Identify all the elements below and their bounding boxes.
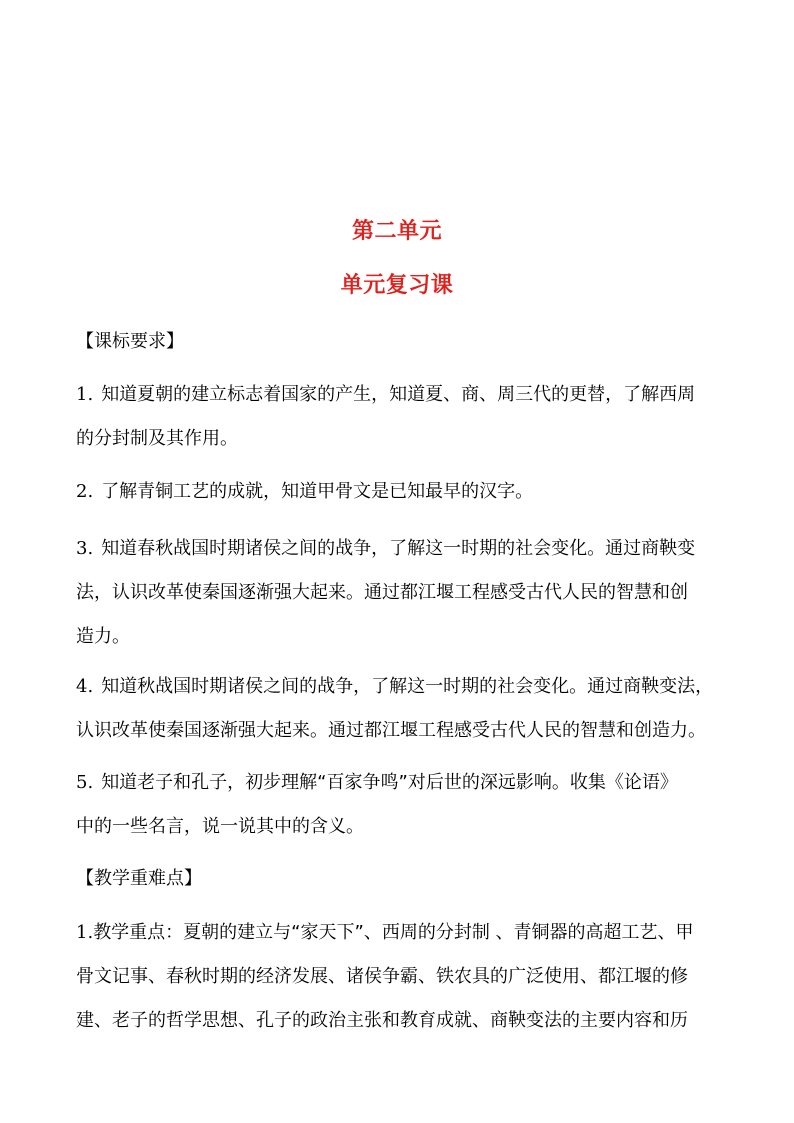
- standard-item-2-line-1: [76, 470, 726, 514]
- standard-item-5: [76, 761, 726, 849]
- key-point-item-1-line-3: 建、老子的哲学思想、孔子的政治主张和教育成就、商鞅变法的主要内容和历: [76, 1010, 688, 1031]
- unit-title: 第二单元: [351, 219, 442, 244]
- standard-item-3-line-2: 法，认识改革使秦国逐渐强大起来。通过都江堰工程感受古代人民的智慧和创: [76, 582, 688, 603]
- item-number: 2.: [76, 481, 94, 502]
- key-points-heading: [76, 857, 726, 901]
- standard-item-3: [76, 527, 726, 659]
- item-number: 1.: [76, 922, 94, 943]
- standards-heading-text: 【课标要求】: [76, 331, 184, 352]
- standard-item-5-line-2: 中的一些名言，说一说其中的含义。: [76, 816, 364, 837]
- key-points-heading-text: 【教学重难点】: [76, 868, 202, 889]
- line-text: 了解青铜工艺的成就，知道甲骨文是已知最早的汉字。: [101, 481, 534, 502]
- item-number: 3.: [76, 538, 94, 559]
- standard-item-5-line-1: [76, 761, 726, 805]
- key-point-item-1-line-2: 骨文记事、春秋时期的经济发展、诸侯争霸、铁农具的广泛使用、都江堰的修: [76, 966, 688, 987]
- line-text: 知道夏朝的建立标志着国家的产生，知道夏、商、周三代的更替，了解西周: [101, 384, 696, 405]
- item-number: 4.: [76, 676, 94, 697]
- key-point-item-1-line-1: [76, 911, 726, 955]
- item-number: 5.: [76, 772, 94, 793]
- standard-item-4-line-1: [76, 665, 726, 709]
- line-text: 知道老子和孔子，初步理解“百家争鸣”对后世的深远影响。收集《论语》: [101, 772, 678, 793]
- standard-item-3-line-3: 造力。: [76, 626, 130, 647]
- standard-item-3-line-1: [76, 527, 726, 571]
- standard-item-4-line-2: 认识改革使秦国逐渐强大起来。通过都江堰工程感受古代人民的智慧和创造力。: [76, 720, 706, 741]
- standard-item-2: [76, 470, 726, 514]
- line-text: 知道春秋战国时期诸侯之间的战争，了解这一时期的社会变化。通过商鞅变: [101, 538, 696, 559]
- standards-heading: [76, 320, 726, 364]
- key-point-item-1: [76, 911, 726, 1043]
- line-text: 教学重点：夏朝的建立与“家天下”、西周的分封制 、青铜器的高超工艺、甲: [93, 922, 694, 943]
- standard-item-4: [76, 665, 726, 753]
- lesson-title: 单元复习课: [340, 273, 454, 298]
- standard-item-1-line-1: [76, 373, 726, 417]
- line-text: 知道秋战国时期诸侯之间的战争，了解这一时期的社会变化。通过商鞅变法，: [101, 676, 714, 697]
- item-number: 1.: [76, 384, 94, 405]
- standard-item-1: [76, 373, 726, 461]
- standard-item-1-line-2: 的分封制及其作用。: [76, 428, 238, 449]
